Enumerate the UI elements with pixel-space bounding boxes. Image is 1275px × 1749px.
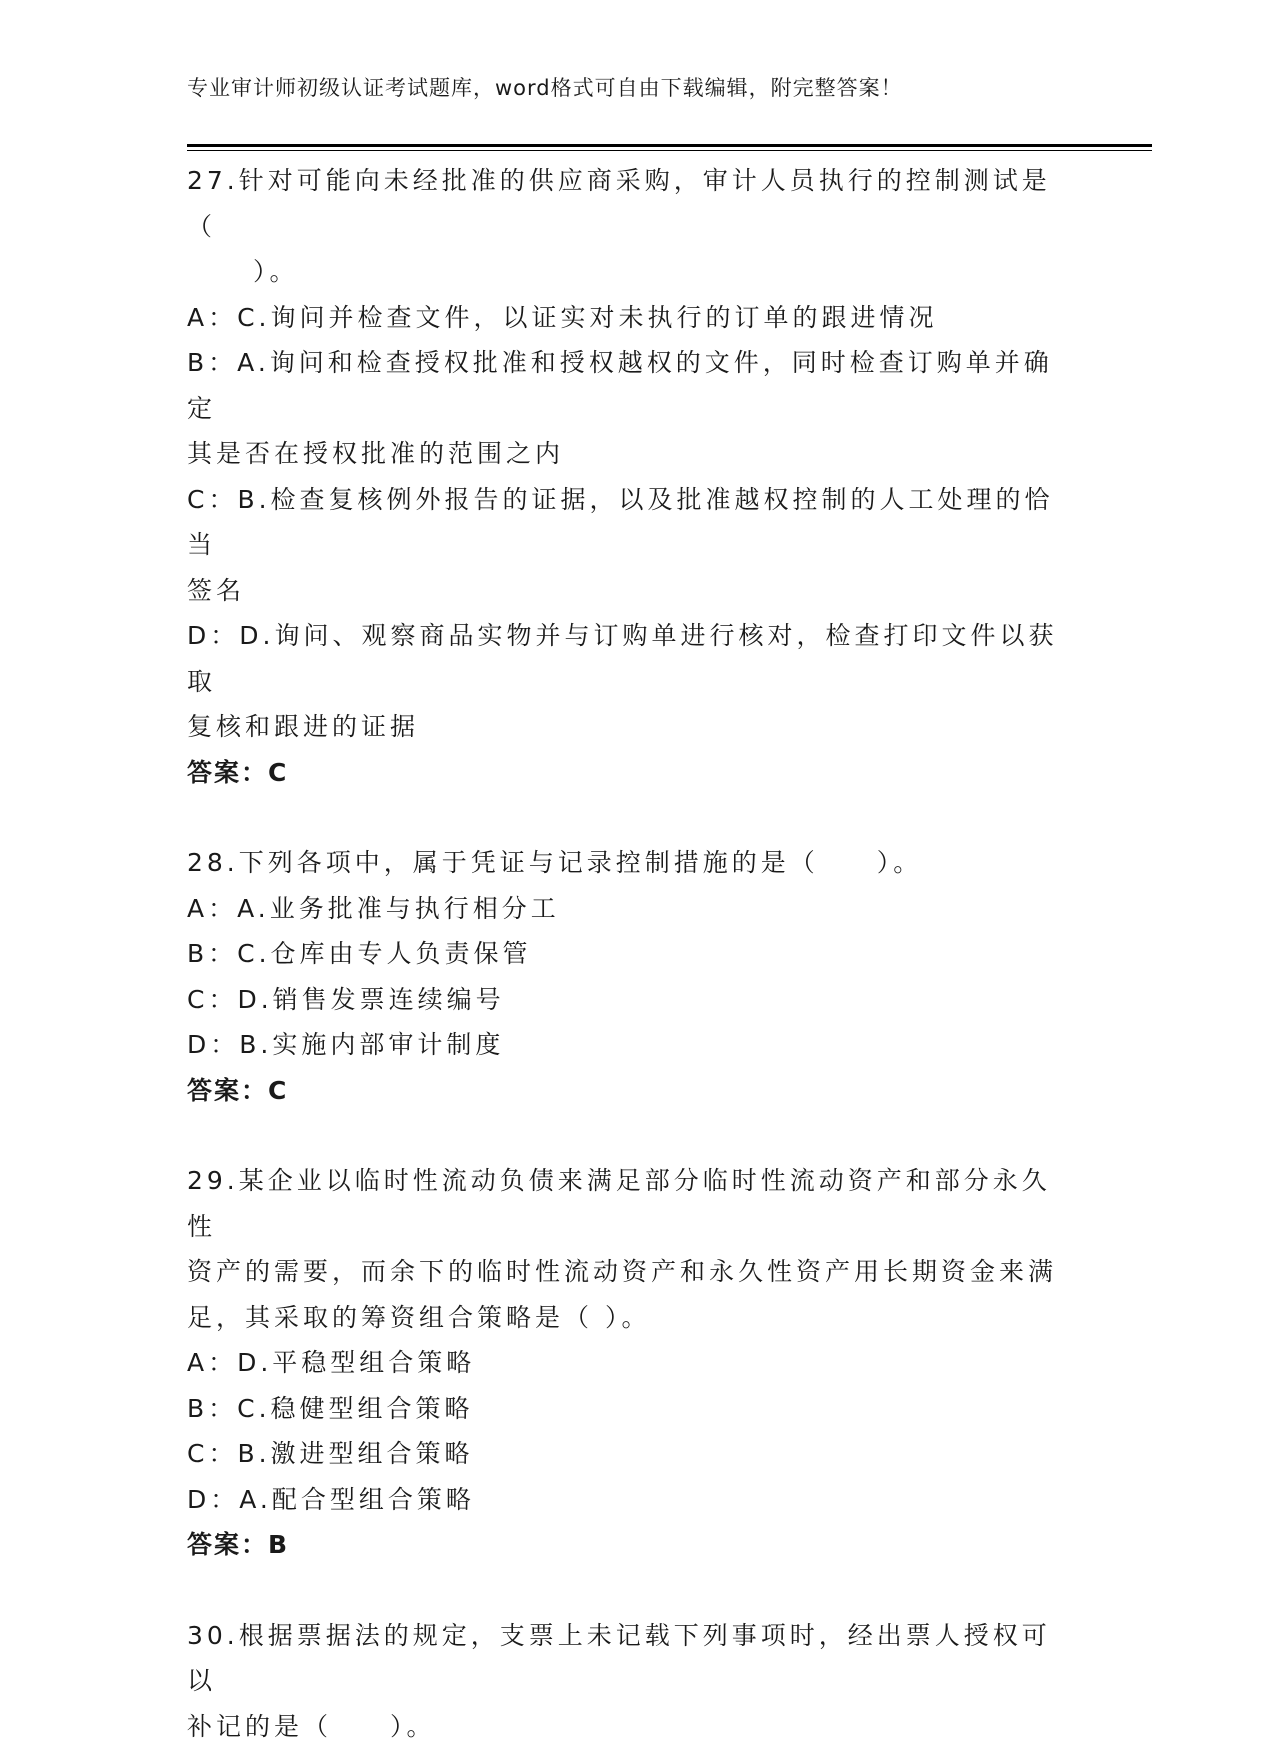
question-29: [187, 1158, 1077, 1568]
option-d: D：D.询问、观察商品实物并与订购单进行核对，检查打印文件以获取: [187, 613, 1077, 704]
answer: 答案：B: [187, 1522, 1077, 1568]
question-stem: 足，其采取的筹资组合策略是（ ）。: [187, 1295, 1077, 1341]
option-c-cont: 签名: [187, 568, 1077, 614]
option-d: D：A.配合型组合策略: [187, 1477, 1077, 1523]
question-stem: 30.根据票据法的规定，支票上未记载下列事项时，经出票人授权可以: [187, 1613, 1077, 1704]
question-28: [187, 840, 1077, 1113]
option-b: B：C.稳健型组合策略: [187, 1386, 1077, 1432]
header-rule-thick: [187, 144, 1152, 147]
answer: 答案：C: [187, 750, 1077, 796]
answer: 答案：C: [187, 1068, 1077, 1114]
question-stem: ）。: [187, 249, 1077, 295]
option-d: D：B.实施内部审计制度: [187, 1022, 1077, 1068]
question-27: [187, 158, 1077, 795]
option-a: A：A.业务批准与执行相分工: [187, 886, 1077, 932]
question-stem: 资产的需要，而余下的临时性流动资产和永久性资产用长期资金来满: [187, 1249, 1077, 1295]
question-stem: 补记的是（ ）。: [187, 1704, 1077, 1749]
option-b: B：A.询问和检查授权批准和授权越权的文件，同时检查订购单并确定: [187, 340, 1077, 431]
option-c: C：B.激进型组合策略: [187, 1431, 1077, 1477]
header-rule-thin: [187, 150, 1152, 151]
page-header: 专业审计师初级认证考试题库，word格式可自由下载编辑，附完整答案！: [187, 72, 903, 102]
question-stem: 27.针对可能向未经批准的供应商采购，审计人员执行的控制测试是（: [187, 158, 1077, 249]
question-30: [187, 1613, 1077, 1749]
option-d-cont: 复核和跟进的证据: [187, 704, 1077, 750]
option-c: C：B.检查复核例外报告的证据，以及批准越权控制的人工处理的恰当: [187, 477, 1077, 568]
question-stem: 28.下列各项中，属于凭证与记录控制措施的是（ ）。: [187, 840, 1077, 886]
option-a: A：D.平稳型组合策略: [187, 1340, 1077, 1386]
option-b: B：C.仓库由专人负责保管: [187, 931, 1077, 977]
option-a: A：C.询问并检查文件，以证实对未执行的订单的跟进情况: [187, 295, 1077, 341]
question-list: [187, 158, 1077, 1749]
option-c: C：D.销售发票连续编号: [187, 977, 1077, 1023]
option-b-cont: 其是否在授权批准的范围之内: [187, 431, 1077, 477]
question-stem: 29.某企业以临时性流动负债来满足部分临时性流动资产和部分永久性: [187, 1158, 1077, 1249]
